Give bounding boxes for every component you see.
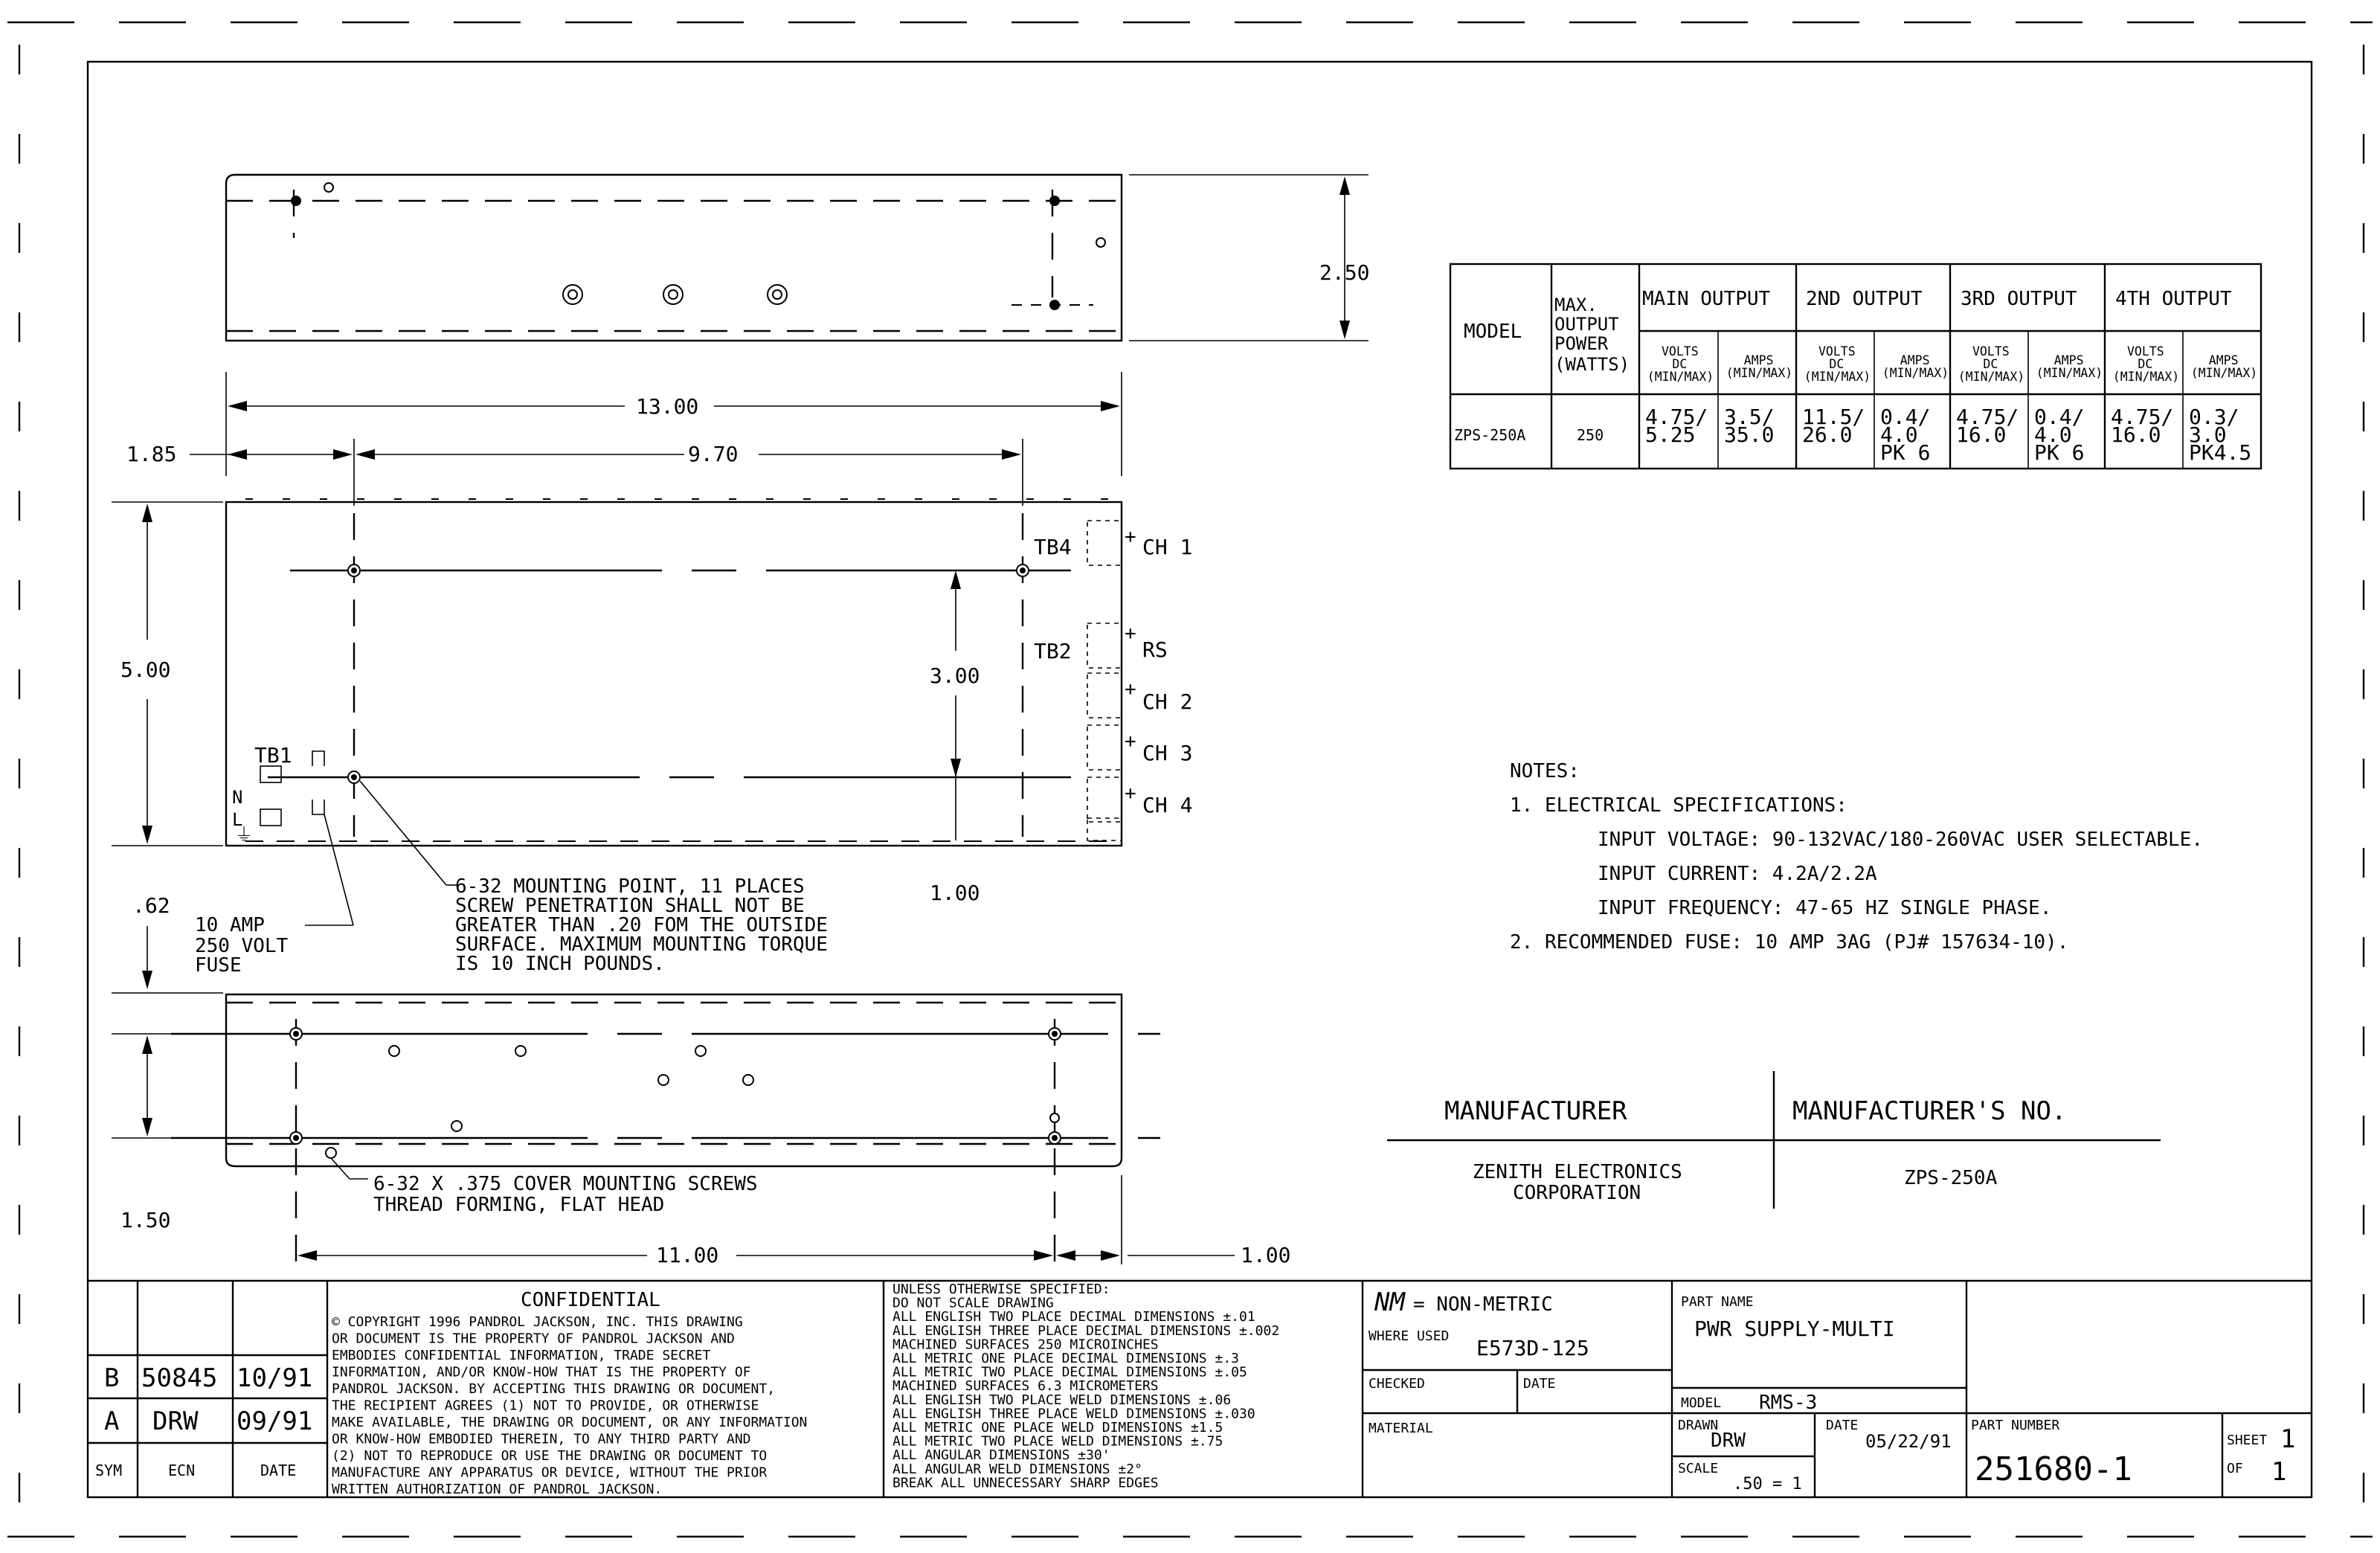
svg-text:+: + — [1125, 526, 1136, 548]
confidential-line: OR DOCUMENT IS THE PROPERTY OF PANDROL JACKSON AND — [332, 1331, 735, 1347]
table-cell-value: 35.0 — [1724, 422, 1775, 447]
table-subheader-volts: DC — [1672, 357, 1688, 371]
svg-text:(WATTS): (WATTS) — [1554, 354, 1630, 375]
part-name-label: PART NAME — [1681, 1294, 1754, 1310]
table-subheader-amps: AMPS — [1900, 353, 1930, 367]
note-input-voltage: INPUT VOLTAGE: 90-132VAC/180-260VAC USER SELECTABLE. — [1598, 829, 2203, 851]
svg-text:+: + — [1125, 678, 1136, 701]
manufacturer-name-2: CORPORATION — [1513, 1182, 1641, 1204]
confidential-line: WRITTEN AUTHORIZATION OF PANDROL JACKSON. — [332, 1482, 663, 1497]
dim-terminal-offset: 1.00 — [930, 881, 980, 905]
table-subheader-volts: (MIN/MAX) — [1804, 370, 1871, 384]
drawn-value: DRW — [1711, 1430, 1746, 1452]
channel-rs: RS — [1142, 637, 1168, 662]
of-label: OF — [2227, 1461, 2243, 1476]
part-number-label: PART NUMBER — [1971, 1418, 2060, 1433]
part-number-value: 251680-1 — [1975, 1450, 2132, 1488]
rev-header-sym: SYM — [95, 1462, 123, 1479]
table-cell-value: 0.4/ — [2034, 405, 2085, 429]
table-cell-value: 4.0 — [1880, 422, 1918, 447]
channel-ch3: CH 3 — [1142, 741, 1193, 765]
dim-hole-span: 9.70 — [688, 442, 739, 466]
tolerance-line: ALL METRIC ONE PLACE DECIMAL DIMENSIONS ±.3 — [892, 1351, 1239, 1366]
dim-bottom-hole-span: 11.00 — [656, 1243, 719, 1267]
model-value: RMS-3 — [1759, 1392, 1818, 1414]
tolerance-line: ALL METRIC TWO PLACE DECIMAL DIMENSIONS ±.05 — [892, 1364, 1247, 1380]
tolerance-line: ALL METRIC TWO PLACE WELD DIMENSIONS ±.75 — [892, 1433, 1223, 1450]
rev-a-ecn: DRW — [152, 1406, 199, 1436]
table-subheader-amps: (MIN/MAX) — [2190, 366, 2258, 380]
svg-text:N: N — [232, 787, 243, 808]
top-view — [226, 175, 1369, 341]
tolerance-line: DO NOT SCALE DRAWING — [892, 1295, 1054, 1311]
note-input-current: INPUT CURRENT: 4.2A/2.2A — [1598, 863, 1877, 885]
tolerance-line: ALL ENGLISH TWO PLACE DECIMAL DIMENSIONS ±.01 — [892, 1309, 1255, 1325]
tolerance-line: ALL ENGLISH THREE PLACE DECIMAL DIMENSIONS ±.002 — [892, 1322, 1280, 1339]
svg-text:6-32 X .375 COVER MOUNTING SCR: 6-32 X .375 COVER MOUNTING SCREWS — [373, 1173, 758, 1195]
checked-label: CHECKED — [1368, 1376, 1425, 1392]
table-cell-value: 11.5/ — [1802, 405, 1865, 429]
svg-text:6-32 MOUNTING POINT, 11 PLACES: 6-32 MOUNTING POINT, 11 PLACES — [455, 875, 805, 898]
tolerance-line: ALL ENGLISH TWO PLACE WELD DIMENSIONS ±.06 — [892, 1392, 1232, 1408]
sheet-value: 1 — [2280, 1424, 2296, 1454]
svg-text:POWER: POWER — [1554, 333, 1609, 354]
table-subheader-volts: VOLTS — [1972, 344, 2010, 358]
manufacturer-header: MANUFACTURER — [1444, 1096, 1627, 1126]
table-subheader-amps: (MIN/MAX) — [1882, 366, 1949, 380]
rev-a-date: 09/91 — [237, 1406, 313, 1436]
svg-text:+: + — [1125, 623, 1136, 645]
rev-a-sym: A — [104, 1406, 120, 1436]
spec-table — [1450, 264, 2261, 469]
svg-text:.62: .62 — [132, 893, 170, 918]
table-row-power: 250 — [1577, 426, 1604, 444]
svg-text:GREATER THAN .20 FOM THE OUTSI: GREATER THAN .20 FOM THE OUTSIDE — [455, 914, 828, 936]
svg-text:THREAD FORMING, FLAT HEAD: THREAD FORMING, FLAT HEAD — [373, 1194, 665, 1216]
table-cell-value: 4.0 — [2034, 422, 2072, 447]
table-subheader-amps: (MIN/MAX) — [1726, 366, 1793, 380]
part-name-value: PWR SUPPLY-MULTI — [1694, 1316, 1895, 1341]
confidential-line: MANUFACTURE ANY APPARATUS OR DEVICE, WITHOUT THE PRIOR — [332, 1464, 768, 1481]
svg-text:SURFACE. MAXIMUM MOUNTING TOR: SURFACE. MAXIMUM MOUNTING TORQUE — [455, 933, 828, 956]
table-row-model: ZPS-250A — [1454, 426, 1526, 444]
svg-text:+: + — [1125, 730, 1136, 753]
rev-b-ecn: 50845 — [141, 1363, 218, 1393]
material-label: MATERIAL — [1368, 1421, 1433, 1436]
svg-text:+: + — [1125, 782, 1136, 805]
manufacturer-name-1: ZENITH ELECTRONICS — [1473, 1161, 1682, 1183]
table-subheader-volts: DC — [1983, 357, 1998, 371]
bottom-view — [112, 994, 1290, 1267]
table-cell-value: PK 6 — [1880, 440, 1931, 465]
table-subheader-volts: VOLTS — [2127, 344, 2164, 358]
note-input-frequency: INPUT FREQUENCY: 47-65 HZ SINGLE PHASE. — [1598, 897, 2052, 919]
tolerance-line: BREAK ALL UNNECESSARY SHARP EDGES — [892, 1475, 1159, 1491]
dim-terminal-span: 3.00 — [930, 663, 980, 688]
table-cell-value: 4.75/ — [1956, 405, 2019, 429]
channel-ch4: CH 4 — [1142, 793, 1193, 817]
drawing-border — [88, 62, 2312, 1497]
table-header-3rd-output: 3RD OUTPUT — [1961, 288, 2077, 310]
table-subheader-volts: (MIN/MAX) — [2112, 370, 2180, 384]
title-block — [88, 1281, 2312, 1497]
table-cell-value: 0.3/ — [2189, 405, 2239, 429]
table-subheader-amps: AMPS — [2053, 353, 2084, 367]
dim-height-top: 2.50 — [1319, 260, 1370, 285]
channel-ch2: CH 2 — [1142, 689, 1193, 714]
front-view — [112, 372, 1192, 977]
notes-title: NOTES: — [1510, 760, 1580, 782]
where-used-label: WHERE USED — [1368, 1328, 1450, 1344]
manufacturer-block — [1387, 1071, 2161, 1209]
table-subheader-volts: VOLTS — [1662, 344, 1699, 358]
svg-text:IS 10 INCH POUNDS.: IS 10 INCH POUNDS. — [455, 953, 665, 975]
where-used-value: E573D-125 — [1476, 1336, 1589, 1360]
confidential-line: MAKE AVAILABLE, THE DRAWING OR DOCUMENT, OR ANY INFORMATION — [332, 1415, 808, 1430]
nm-text: = NON-METRIC — [1413, 1293, 1553, 1316]
confidential-line: OR KNOW-HOW EMBODIED THEREIN, TO ANY THIRD PARTY AND — [332, 1431, 751, 1447]
channel-ch1: CH 1 — [1142, 535, 1193, 559]
tolerance-line: MACHINED SURFACES 6.3 MICROMETERS — [892, 1378, 1159, 1395]
table-subheader-amps: AMPS — [1743, 353, 1774, 367]
confidential-line: PANDROL JACKSON. BY ACCEPTING THIS DRAWING OR DOCUMENT, — [332, 1381, 776, 1397]
confidential-line: (2) NOT TO REPRODUCE OR USE THE DRAWING OR DOCUMENT TO — [332, 1448, 768, 1464]
dim-overall-length: 13.00 — [636, 394, 699, 419]
table-subheader-volts: (MIN/MAX) — [1647, 370, 1714, 384]
table-subheader-amps: (MIN/MAX) — [2036, 366, 2103, 380]
confidential-line: © COPYRIGHT 1996 PANDROL JACKSON, INC. THIS DRAWING — [332, 1314, 743, 1330]
note-2: 2. RECOMMENDED FUSE: 10 AMP 3AG (PJ# 157634-10). — [1510, 931, 2069, 954]
tolerance-line: ALL ANGULAR WELD DIMENSIONS ±2° — [892, 1461, 1142, 1477]
tolerance-text — [892, 1282, 1279, 1491]
svg-text:10 AMP: 10 AMP — [195, 914, 265, 936]
svg-text:MAX.: MAX. — [1554, 295, 1598, 315]
model-label: MODEL — [1681, 1395, 1722, 1411]
drawn-date-label: DATE — [1826, 1418, 1859, 1433]
table-cell-value: 3.0 — [2189, 422, 2227, 447]
mounting-point-callout — [455, 875, 828, 975]
drawn-date-value: 05/22/91 — [1865, 1431, 1952, 1452]
manufacturer-number: ZPS-250A — [1904, 1167, 1998, 1189]
table-cell-value: 26.0 — [1802, 422, 1853, 447]
table-cell-value: 4.75/ — [1645, 405, 1708, 429]
svg-text:OUTPUT: OUTPUT — [1554, 314, 1619, 335]
tolerance-line: ALL ENGLISH THREE PLACE WELD DIMENSIONS ±.030 — [892, 1406, 1255, 1422]
table-subheader-amps: AMPS — [2208, 353, 2239, 367]
notes — [1510, 760, 2203, 954]
scale-label: SCALE — [1678, 1461, 1719, 1476]
table-subheader-volts: DC — [1829, 357, 1844, 371]
drawn-label: DRAWN — [1678, 1418, 1719, 1433]
confidential-line: INFORMATION, AND/OR KNOW-HOW THAT IS THE PROPERTY OF — [332, 1364, 751, 1380]
svg-text:SCREW PENETRATION SHALL NOT BE: SCREW PENETRATION SHALL NOT BE — [455, 895, 805, 917]
dim-bottom-height: 1.50 — [120, 1208, 171, 1232]
table-subheader-volts: (MIN/MAX) — [1958, 370, 2025, 384]
nm-symbol: NM — [1374, 1287, 1405, 1317]
dim-left-offset: 1.85 — [126, 442, 177, 466]
confidential-title: CONFIDENTIAL — [521, 1289, 660, 1311]
table-header-model: MODEL — [1464, 321, 1522, 343]
rev-b-sym: B — [104, 1363, 120, 1393]
table-subheader-volts: VOLTS — [1818, 344, 1856, 358]
rev-header-ecn: ECN — [168, 1462, 196, 1479]
fuse-callout — [195, 914, 289, 977]
dim-front-height: 5.00 — [120, 657, 171, 682]
of-value: 1 — [2271, 1457, 2287, 1487]
table-header-4th-output: 4TH OUTPUT — [2115, 288, 2232, 310]
table-cell-value: 4.75/ — [2111, 405, 2174, 429]
table-cell-value: 3.5/ — [1724, 405, 1775, 429]
confidential-text — [332, 1314, 807, 1497]
tolerance-line: MACHINED SURFACES 250 MICROINCHES — [892, 1337, 1159, 1353]
terminal-tb1-label: TB1 — [254, 743, 292, 768]
svg-text:FUSE: FUSE — [195, 954, 242, 977]
sheet-label: SHEET — [2227, 1433, 2268, 1448]
confidential-line: EMBODIES CONFIDENTIAL INFORMATION, TRADE SECRET — [332, 1348, 711, 1363]
svg-text:L: L — [232, 809, 243, 830]
svg-text:⏚: ⏚ — [235, 824, 253, 845]
note-1: 1. ELECTRICAL SPECIFICATIONS: — [1510, 794, 1847, 817]
rev-header-date: DATE — [260, 1462, 297, 1479]
cover-screws-callout — [373, 1173, 758, 1216]
manufacturer-no-header: MANUFACTURER'S NO. — [1792, 1096, 2067, 1126]
table-cell-value: 16.0 — [1956, 422, 2007, 447]
table-header-2nd-output: 2ND OUTPUT — [1806, 288, 1923, 310]
dim-bottom-right-offset: 1.00 — [1241, 1243, 1291, 1267]
scale-value: .50 = 1 — [1733, 1475, 1802, 1493]
confidential-line: THE RECIPIENT AGREES (1) NOT TO PROVIDE, OR OTHERWISE — [332, 1398, 759, 1414]
svg-text:250 VOLT: 250 VOLT — [195, 935, 289, 957]
terminal-tb2-label: TB2 — [1034, 639, 1072, 663]
table-cell-value: PK4.5 — [2189, 440, 2252, 465]
table-header-main-output: MAIN OUTPUT — [1642, 288, 1771, 310]
tolerance-line: ALL METRIC ONE PLACE WELD DIMENSIONS ±1.5 — [892, 1420, 1223, 1435]
table-cell-value: 16.0 — [2111, 422, 2161, 447]
table-cell-value: 0.4/ — [1880, 405, 1931, 429]
checked-date-label: DATE — [1523, 1376, 1556, 1392]
rev-b-date: 10/91 — [237, 1363, 313, 1393]
table-cell-value: PK 6 — [2034, 440, 2085, 465]
tolerance-line: UNLESS OTHERWISE SPECIFIED: — [892, 1282, 1110, 1297]
tolerance-line: ALL ANGULAR DIMENSIONS ±30' — [892, 1447, 1110, 1464]
terminal-blocks — [232, 521, 1192, 845]
table-cell-value: 5.25 — [1645, 422, 1696, 447]
table-subheader-volts: DC — [2138, 357, 2153, 371]
terminal-tb4-label: TB4 — [1034, 535, 1072, 559]
